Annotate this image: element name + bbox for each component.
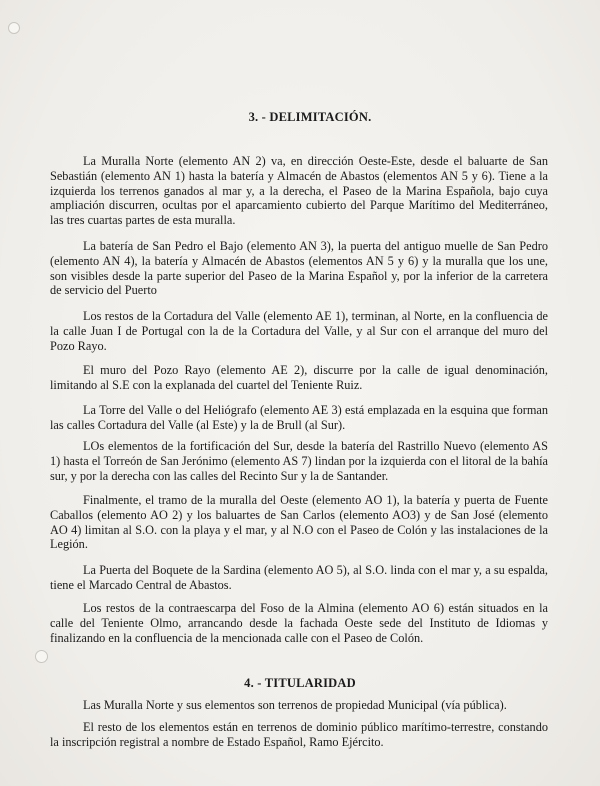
- section-4-heading: 4. - TITULARIDAD: [244, 676, 356, 690]
- paragraph-boquete-sardina: La Puerta del Boquete de la Sardina (elemento AO 5), al S.O. linda con el mar y, a su espalda, tiene el Marcado Central de Abastos.: [50, 563, 548, 592]
- paragraph-titularidad-municipal: Las Muralla Norte y sus elementos son terrenos de propiedad Municipal (vía pública).: [83, 698, 507, 712]
- paragraph-foso-almina: Los restos de la contraescarpa del Foso de la Almina (elemento AO 6) están situados en la calle del Teniente Olmo, arrancando desde la fachada Oeste sede del Instituto de Idiomas y finalizando en la confluencia de la mencionada calle con el Paseo de Colón.: [50, 601, 548, 645]
- paragraph-fortificacion-sur: LOs elementos de la fortificación del Sur, desde la batería del Rastrillo Nuevo (elemento AS 1) hasta el Torreón de San Jerónimo (elemento AS 7) lindan por la izquierda con el litoral de la bahía sur, y por la derecha con las calles del Recinto Sur y la de Santander.: [50, 439, 548, 483]
- paragraph-cortadura-del-valle: Los restos de la Cortadura del Valle (elemento AE 1), terminan, al Norte, en la confluencia de la calle Juan I de Portugal con la de la Cortadura del Valle, y al Sur con el arranque del muro del Pozo Rayo.: [50, 309, 548, 353]
- punch-hole-top: [8, 22, 20, 34]
- paragraph-muralla-oeste: Finalmente, el tramo de la muralla del Oeste (elemento AO 1), la batería y puerta de Fuente Caballos (elemento AO 2) y los baluartes de San Carlos (elemento AO3) y de San José (elemento AO 4) limitan al S.O. con la playa y el mar, y al N.O con el Paseo de Colón y las instalaciones de la Legión.: [50, 493, 548, 552]
- paragraph-muralla-norte: La Muralla Norte (elemento AN 2) va, en dirección Oeste-Este, desde el baluarte de San Sebastián (elemento AN 1) hasta la batería y Almacén de Abastos (elementos AN 5 y 6). Tiene a la izquierda los terrenos ganados al mar y, a la derecha, el Paseo de la Marina Española, bajo cuya ampliación discurren, ocultas por el aparcamiento cubierto del Parque Marítimo del Mediterráneo, las tres cuartas partes de esta muralla.: [50, 154, 548, 228]
- paragraph-muro-pozo-rayo: El muro del Pozo Rayo (elemento AE 2), discurre por la calle de igual denominación, limitando al S.E con la explanada del cuartel del Teniente Ruiz.: [50, 363, 548, 392]
- paragraph-titularidad-estado: El resto de los elementos están en terrenos de dominio público marítimo-terrestre, constando la inscripción registral a nombre de Estado Español, Ramo Ejército.: [50, 720, 548, 749]
- punch-hole-bottom: [35, 650, 48, 663]
- paragraph-torre-del-valle: La Torre del Valle o del Heliógrafo (elemento AE 3) está emplazada en la esquina que forman las calles Cortadura del Valle (al Este) y la de Brull (al Sur).: [50, 403, 548, 432]
- paragraph-bateria-san-pedro: La batería de San Pedro el Bajo (elemento AN 3), la puerta del antiguo muelle de San Pedro (elemento AN 4), la batería y Almacén de Abastos (elementos AN 5 y 6) y la muralla que los une, son visibles desde la parte superior del Paseo de la Marina Español y, por la inferior de la carretera de servicio del Puerto: [50, 239, 548, 298]
- section-3-heading: 3. - DELIMITACIÓN.: [248, 110, 372, 124]
